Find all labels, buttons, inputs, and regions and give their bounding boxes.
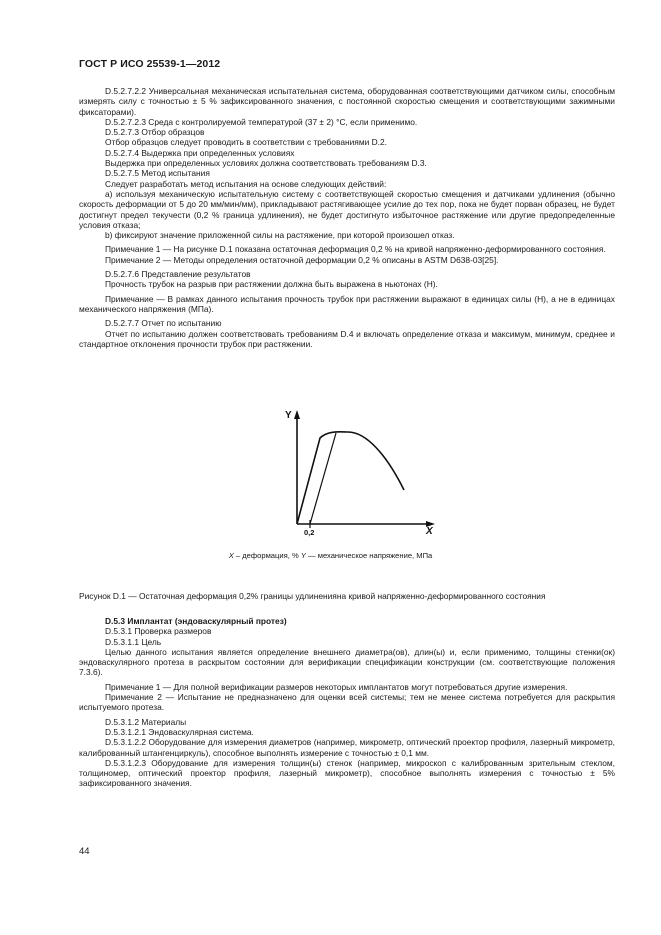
document-header: ГОСТ Р ИСО 25539-1—2012: [79, 58, 221, 70]
note: Примечание 2 — Испытание не предназначено для оценки всей системы; тем не менее система потребуется для раскрытия испытуемого протеза.: [79, 692, 615, 713]
paragraph: D.5.3.1.2.1 Эндоваскулярная система.: [105, 726, 254, 737]
note: Примечание 1 — На рисунке D.1 показана остаточная деформация 0,2 % на кривой напряженно-деформированного состояния.: [105, 244, 606, 255]
body-text-lower: [79, 616, 615, 789]
legend-y-symbol: Y: [300, 551, 306, 560]
paragraph: Отбор образцов следует проводить в соответствии с требованиями D.2.: [105, 137, 387, 148]
paragraph: D.5.2.7.2.3 Среда с контролируемой температурой (37 ± 2) °С, если применимо.: [105, 116, 418, 127]
figure-legend: [0, 551, 661, 560]
y-axis-label: Y: [285, 410, 292, 421]
subsection-heading: D.5.2.7.3 Отбор образцов: [105, 127, 205, 138]
note: Примечание — В рамках данного испытания прочность трубок при растяжении выражают в единицах силы (Н), а не в единицах механического напряжения (МПа).: [79, 293, 615, 314]
subsection-heading: D.5.2.7.6 Представление результатов: [105, 269, 251, 280]
paragraph: D.5.3.1.2.2 Оборудование для измерения диаметров (например, микрометр, оптический проектор профиля, лазерный микрометр, калиброванный штангенциркуль), способное выполнять измерение с точностью ± 0,1 мм.: [79, 737, 615, 758]
body-text-upper: [79, 86, 615, 349]
page-number: 44: [79, 846, 90, 857]
paragraph: Прочность трубок на разрыв при растяжении должна быть выражена в ньютонах (Н).: [105, 279, 438, 290]
section-title: D.5.3 Имплантат (эндоваскулярный протез): [105, 616, 287, 626]
subsection-heading: D.5.2.7.4 Выдержка при определенных условиях: [105, 147, 295, 158]
y-axis-arrow: [294, 410, 300, 419]
x-axis-label: X: [426, 526, 433, 537]
subsection-heading: D.5.3.1.1 Цель: [105, 636, 162, 647]
paragraph: Целью данного испытания является определение внешнего диаметра(ов), длин(ы) и, если применимо, толщины стенки(ок) эндоваскулярного протеза в раскрытом состоянии для верификации спецификации конструкции (см. соответствующие положения 7.3.6).: [79, 646, 615, 678]
legend-x-text: – деформация, %: [233, 551, 301, 560]
subsection-heading: D.5.3.1.2 Материалы: [105, 716, 187, 727]
figure-caption: Рисунок D.1 — Остаточная деформация 0,2% границы удлиненияна кривой напряженно-деформированного состояния: [79, 591, 546, 601]
stress-strain-curve: [297, 432, 404, 524]
paragraph: D.5.3.1.2.3 Оборудование для измерения толщин(ы) стенок (например, микроскоп с калиброванным зрительным стеклом, толщиномер, оптический проектор профиля, лазерный микрометр), способное выполнять измерения с точностью ± 5% зафиксированного значения.: [79, 757, 615, 789]
paragraph: Выдержка при определенных условиях должна соответствовать требованиям D.3.: [105, 158, 427, 169]
x-tick-label: 0,2: [304, 528, 315, 537]
list-item: b) фиксируют значение приложенной силы на растяжение, при которой произошел отказ.: [105, 230, 455, 241]
note: Примечание 2 — Методы определения остаточной деформации 0,2 % описаны в ASTM D638-03[25].: [105, 254, 499, 265]
stress-strain-figure: [280, 406, 450, 542]
offset-line: [310, 433, 336, 524]
subsection-heading: D.5.2.7.5 Метод испытания: [105, 168, 210, 179]
subsection-heading: D.5.2.7.7 Отчет по испытанию: [105, 318, 222, 329]
subsection-heading: D.5.3.1 Проверка размеров: [105, 626, 212, 637]
note: Примечание 1 — Для полной верификации размеров некоторых имплантатов могут потребоваться другие измерения.: [105, 681, 568, 692]
legend-y-text: — механическое напряжение, МПа: [305, 551, 433, 560]
paragraph: Следует разработать метод испытания на основе следующих действий:: [105, 178, 387, 189]
legend-x-symbol: X: [228, 551, 234, 560]
paragraph: Отчет по испытанию должен соответствовать требованиям D.4 и включать определение отказа и максимум, минимум, среднее и стандартное отклонения прочности трубок при растяжении.: [79, 328, 615, 349]
list-item: а) используя механическую испытательную систему с соответствующей скоростью смещения и датчиками удлинения (обычно скорость деформации от 5 до 20 мм/мин/мм), прикладывают растягивающее усилие до тех пор, пока не будет порван образец, не будет достигнут предел текучести (0,2 % граница удлинения), не будет достигнуто избыточное растяжение или другие предопределенные условия отказа;: [79, 188, 615, 230]
paragraph: D.5.2.7.2.2 Универсальная механическая испытательная система, оборудованная соответствующими датчиком силы, способным измерять силу с точностью ± 5 % зафиксированного значения, с постоянной скоростью смещения и соответствующими зажимными фиксаторами).: [79, 86, 615, 117]
